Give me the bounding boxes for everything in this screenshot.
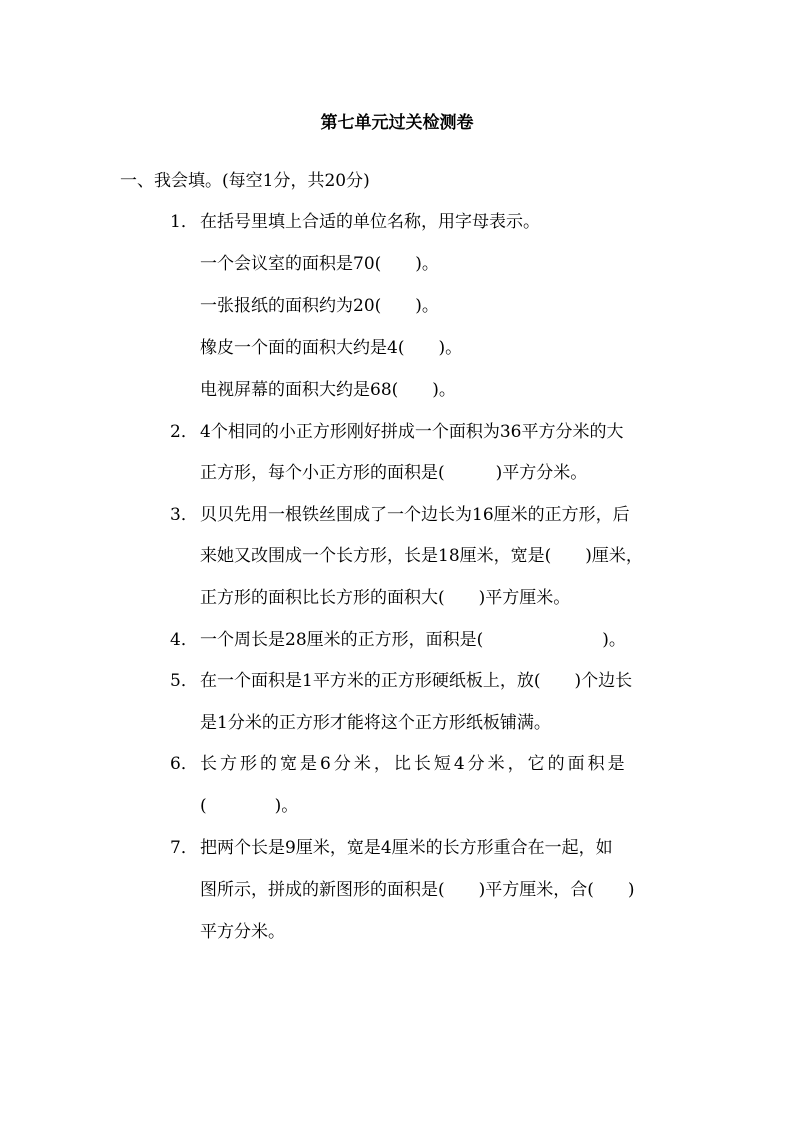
question-number: 2． — [170, 422, 198, 442]
question-number: 4． — [170, 630, 198, 650]
question-number: 3． — [170, 505, 198, 525]
page-title: 第七单元过关检测卷 — [320, 113, 474, 133]
question-text: 在一个面积是1平方米的正方形硬纸板上，放( )个边长 — [200, 671, 633, 691]
question-1 — [170, 210, 540, 234]
question-number: 6． — [170, 754, 198, 774]
question-2 — [170, 420, 623, 444]
question-1-item-2: 一张报纸的面积约为20( )。 — [200, 296, 439, 316]
question-6 — [170, 752, 628, 776]
question-number: 1． — [170, 212, 198, 232]
question-5-line-2: 是1分米的正方形才能将这个正方形纸板铺满。 — [200, 713, 551, 733]
question-text: 4个相同的小正方形刚好拼成一个面积为36平方分米的大 — [200, 422, 624, 442]
question-text: 在括号里填上合适的单位名称，用字母表示。 — [200, 212, 540, 232]
question-7-line-3: 平方分米。 — [200, 922, 285, 942]
question-number: 5． — [170, 671, 198, 691]
question-1-item-3: 橡皮一个面的面积大约是4( )。 — [200, 338, 463, 358]
question-4 — [170, 628, 626, 652]
question-7 — [170, 836, 613, 860]
question-text: 长方形的宽是6分米，比长短4分米，它的面积是 — [200, 754, 628, 774]
question-6-line-2: ( )。 — [200, 796, 299, 816]
question-3-line-2: 来她又改围成一个长方形，长是18厘米，宽是( )厘米， — [200, 546, 643, 566]
question-7-line-2: 图所示，拼成的新图形的面积是( )平方厘米，合( ) — [200, 880, 635, 900]
question-number: 7． — [170, 838, 198, 858]
question-3-line-3: 正方形的面积比长方形的面积大( )平方厘米。 — [200, 588, 571, 608]
question-text: 一个周长是28厘米的正方形，面积是( )。 — [200, 630, 626, 650]
question-1-item-4: 电视屏幕的面积大约是68( )。 — [200, 380, 456, 400]
question-text: 把两个长是9厘米，宽是4厘米的长方形重合在一起，如 — [200, 838, 613, 858]
question-2-line-2: 正方形，每个小正方形的面积是( )平方分米。 — [200, 463, 588, 483]
question-text: 贝贝先用一根铁丝围成了一个边长为16厘米的正方形，后 — [200, 505, 630, 525]
question-1-item-1: 一个会议室的面积是70( )。 — [200, 254, 439, 274]
question-5 — [170, 669, 632, 693]
section-heading: 一、我会填。(每空1分，共20分) — [120, 171, 370, 191]
question-3 — [170, 503, 630, 527]
